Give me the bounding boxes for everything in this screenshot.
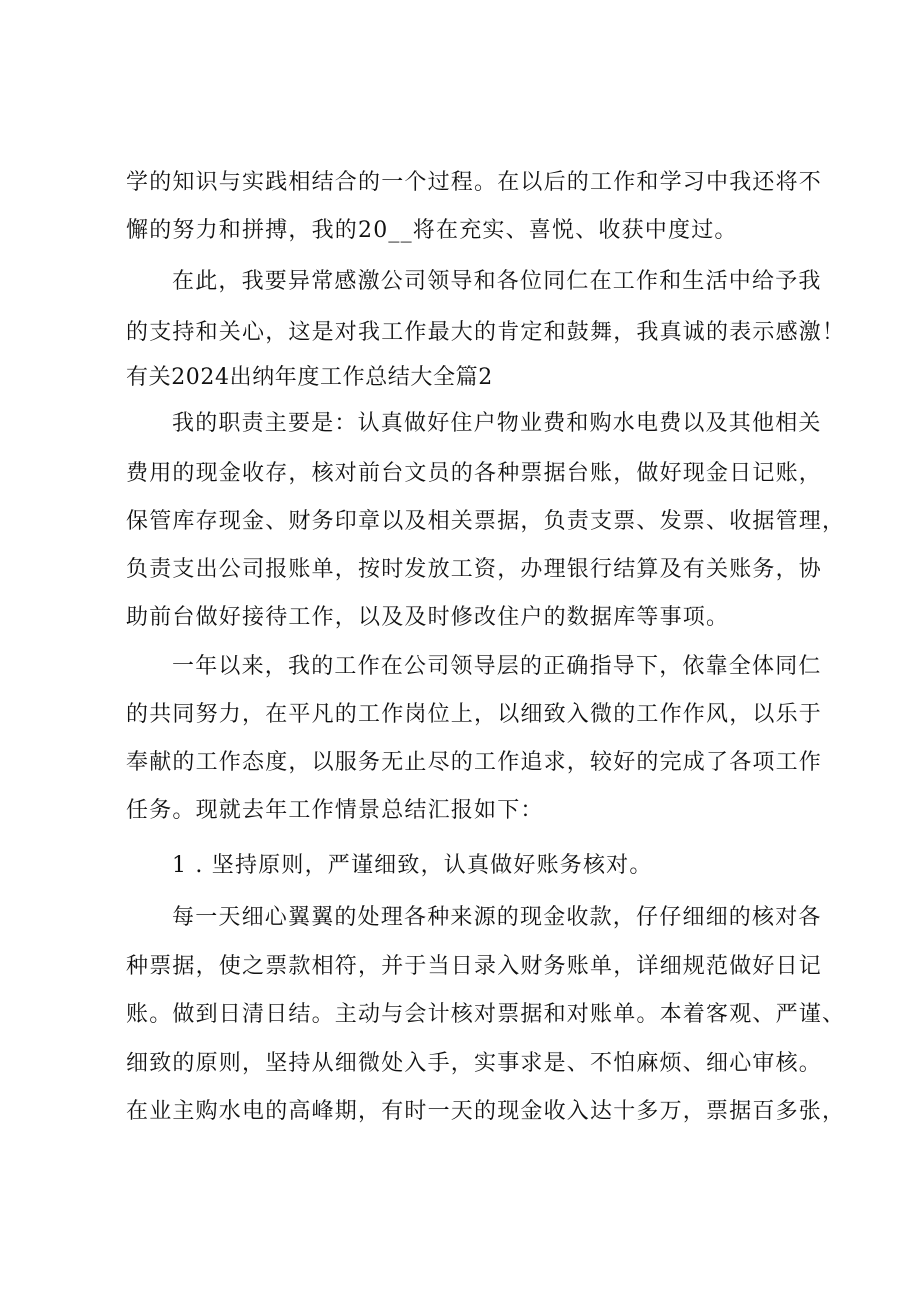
text-line: 账。做到日清日结。主动与会计核对票据和对账单。本着客观、严谨、 — [126, 1002, 846, 1027]
text-line: 保管库存现金、财务印章以及相关票据，负责支票、发票、收据管理， — [126, 509, 846, 534]
paragraph-start-line: 在此，我要异常感激公司领导和各位同仁在工作和生活中给予我 — [172, 269, 822, 294]
paragraph-start-line: 我的职责主要是：认真做好住户物业费和购水电费以及其他相关 — [172, 411, 822, 436]
text-line: 负责支出公司报账单，按时发放工资，办理银行结算及有关账务，协 — [126, 557, 823, 582]
text-line: 在业主购水电的高峰期，有时一天的现金收入达十多万，票据百多张， — [126, 1099, 846, 1124]
text-line: 的共同努力，在平凡的工作岗位上，以细致入微的工作作风，以乐于 — [126, 702, 823, 727]
text-line: 助前台做好接待工作，以及及时修改住户的数据库等事项。 — [126, 605, 730, 630]
paragraph-start-line: 每一天细心翼翼的处理各种来源的现金收款，仔仔细细的核对各 — [172, 905, 822, 930]
text-line: 懈的努力和拼搏，我的20__将在充实、喜悦、收获中度过。 — [126, 218, 738, 243]
text-line: 细致的原则，坚持从细微处入手，实事求是、不怕麻烦、细心审核。 — [126, 1051, 823, 1076]
text-line: 费用的现金收存，核对前台文员的各种票据台账，做好现金日记账， — [126, 461, 823, 486]
text-line: 奉献的工作态度，以服务无止尽的工作追求，较好的完成了各项工作 — [126, 750, 823, 775]
section-heading: 有关2024出纳年度工作总结大全篇2 — [126, 365, 493, 390]
text-line: 种票据，使之票款相符，并于当日录入财务账单，详细规范做好日记 — [126, 954, 823, 979]
numbered-subheading: 1 . 坚持原则，严谨细致，认真做好账务核对。 — [172, 853, 653, 878]
paragraph-start-line: 一年以来，我的工作在公司领导层的正确指导下，依靠全体同仁 — [172, 654, 822, 679]
text-line: 任务。现就去年工作情景总结汇报如下： — [126, 798, 544, 823]
text-line: 的支持和关心，这是对我工作最大的肯定和鼓舞，我真诚的表示感激！ — [126, 320, 846, 345]
text-line: 学的知识与实践相结合的一个过程。在以后的工作和学习中我还将不 — [126, 170, 823, 195]
